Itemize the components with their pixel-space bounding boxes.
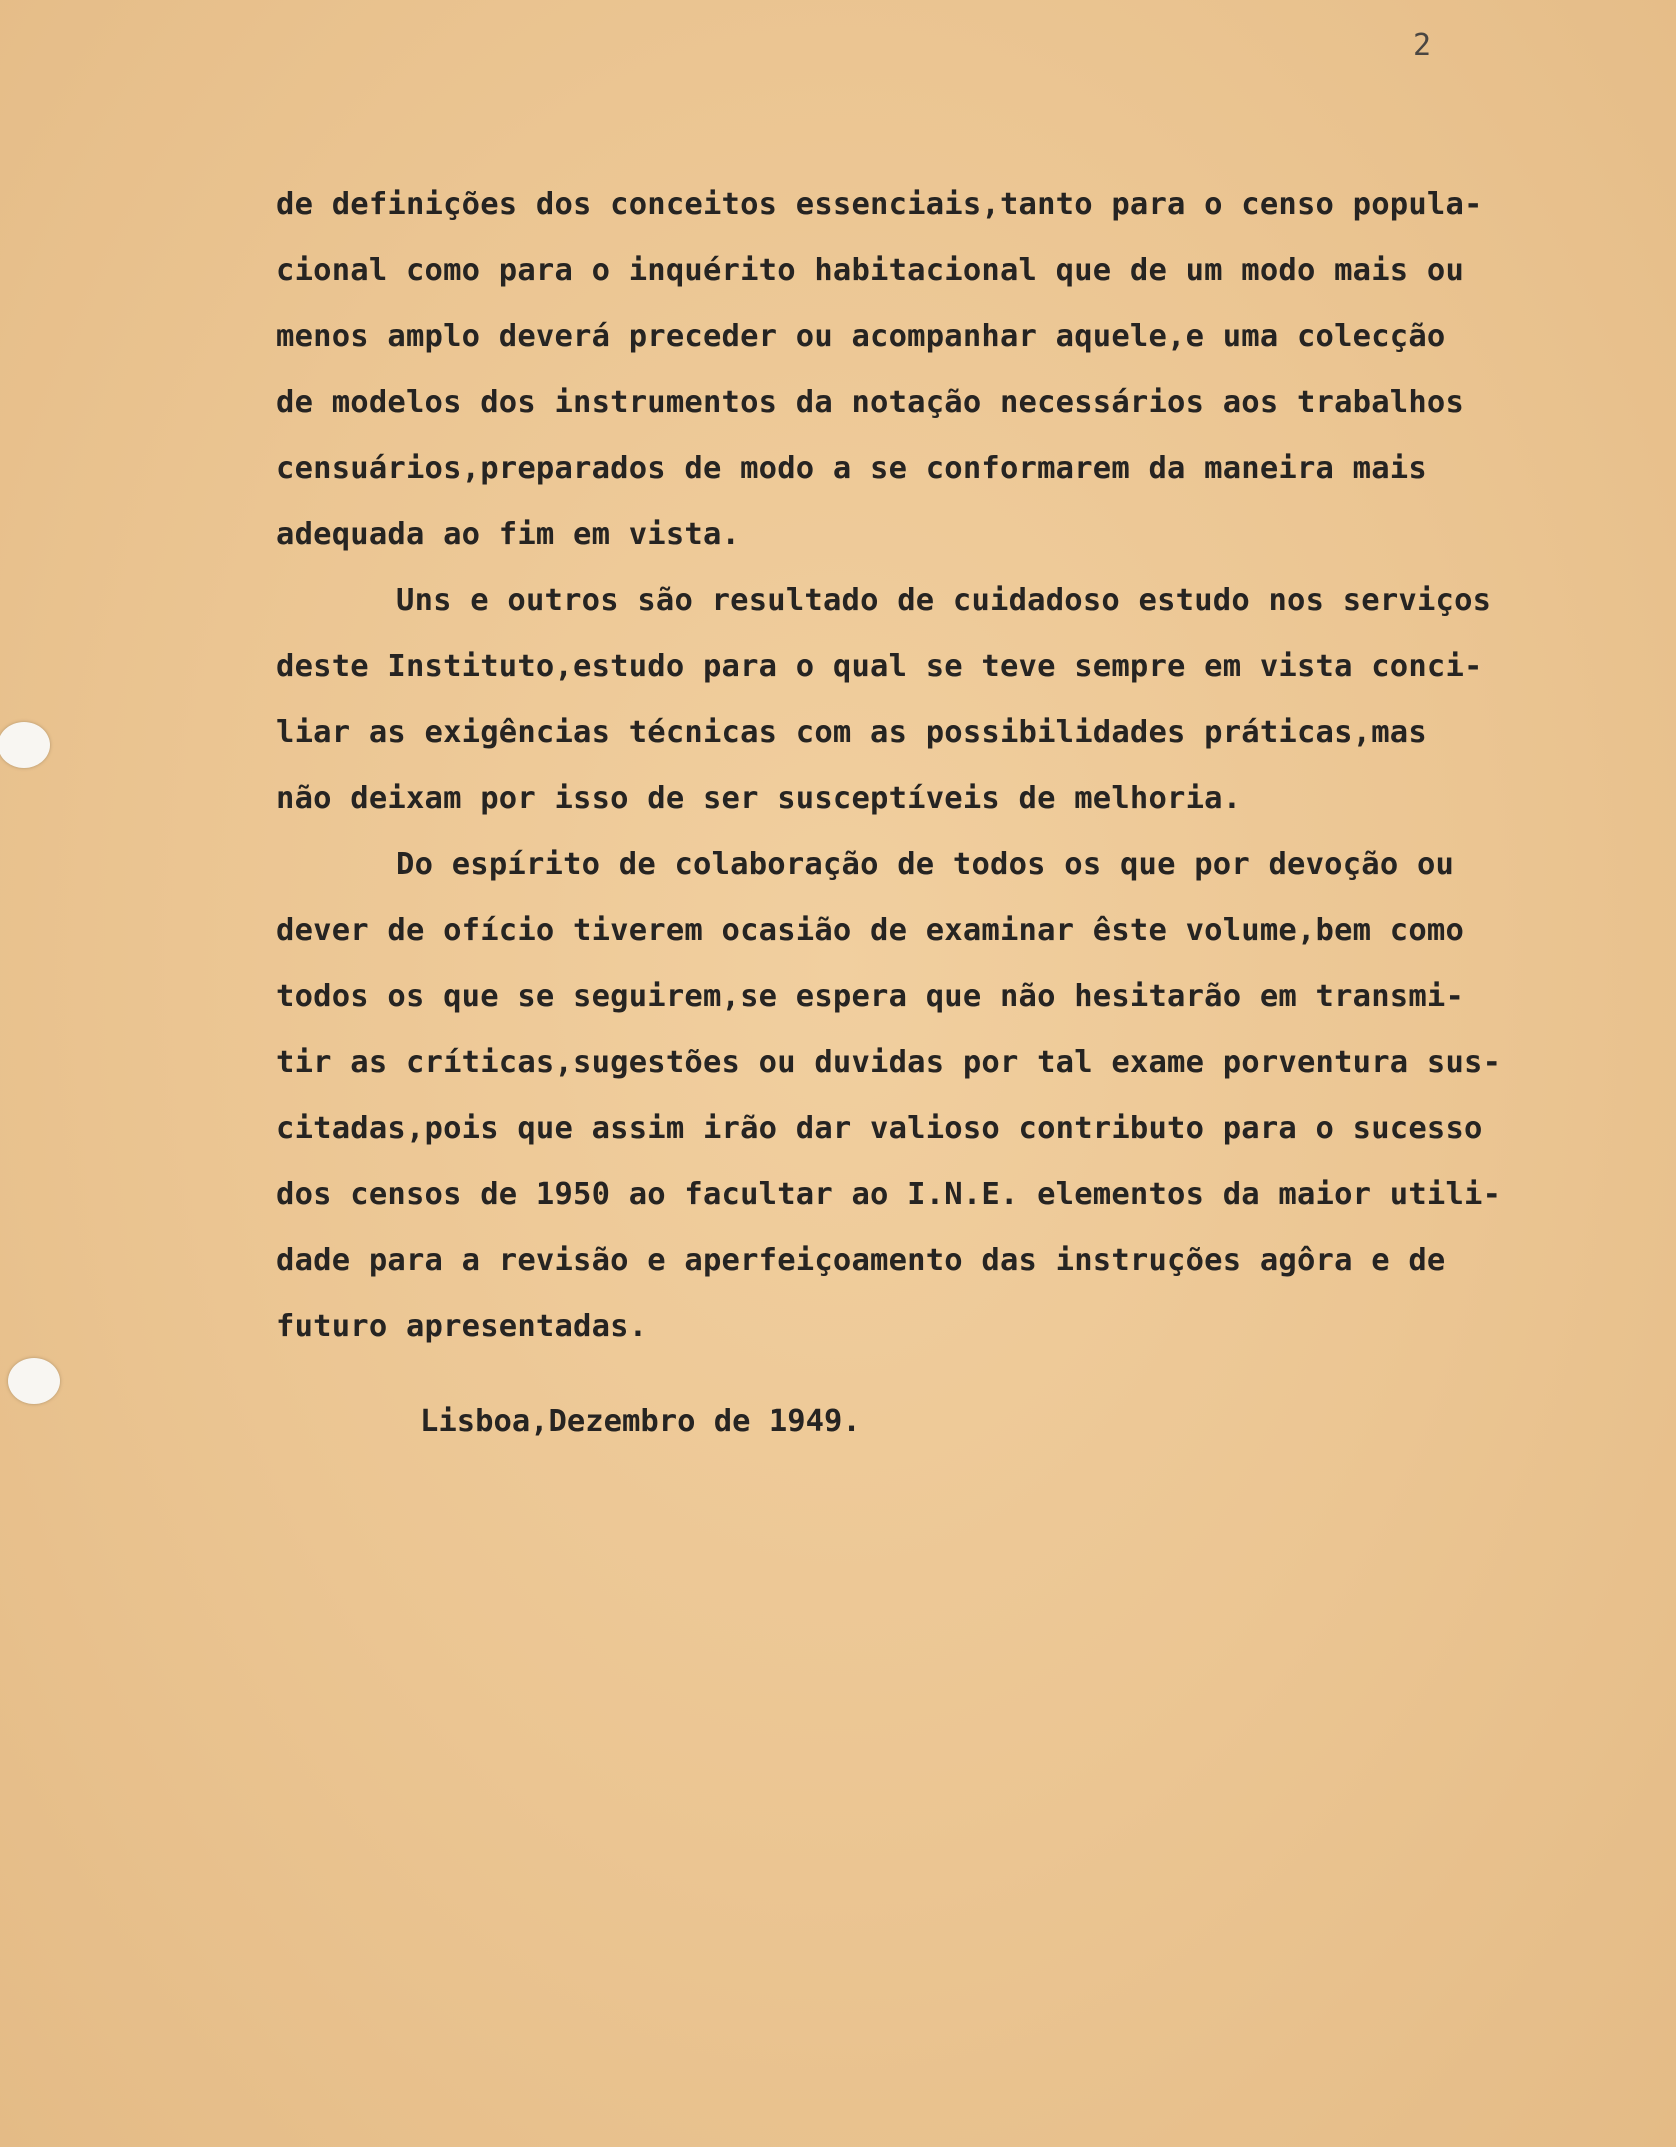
place-and-date: Lisboa,Dezembro de 1949. (420, 1404, 861, 1439)
text-line: dade para a revisão e aperfeiçoamento das instruções agôra e de (276, 1243, 1446, 1278)
text-line: dos censos de 1950 ao facultar ao I.N.E. elementos da maior utili- (276, 1177, 1502, 1212)
text-line: adequada ao fim em vista. (276, 517, 741, 552)
text-line: censuários,preparados de modo a se conformarem da maneira mais (276, 451, 1427, 486)
text-line: todos os que se seguirem,se espera que não hesitarão em transmi- (276, 979, 1465, 1014)
text-line: cional como para o inquérito habitacional que de um modo mais ou (276, 253, 1465, 288)
text-line: de modelos dos instrumentos da notação necessários aos trabalhos (276, 385, 1465, 420)
text-line: deste Instituto,estudo para o qual se teve sempre em vista conci- (276, 649, 1483, 684)
text-line: tir as críticas,sugestões ou duvidas por tal exame porventura sus- (276, 1045, 1502, 1080)
punch-hole (0, 722, 50, 768)
text-line: Do espírito de colaboração de todos os que por devoção ou (396, 847, 1455, 882)
text-line: liar as exigências técnicas com as possibilidades práticas,mas (276, 715, 1427, 750)
punch-hole (8, 1358, 60, 1404)
text-line: de definições dos conceitos essenciais,tanto para o censo popula- (276, 187, 1483, 222)
text-line: menos amplo deverá preceder ou acompanhar aquele,e uma colecção (276, 319, 1446, 354)
body-text (276, 172, 1596, 1360)
text-line: dever de ofício tiverem ocasião de examinar êste volume,bem como (276, 913, 1465, 948)
text-line: não deixam por isso de ser susceptíveis de melhoria. (276, 781, 1242, 816)
text-line: Uns e outros são resultado de cuidadoso estudo nos serviços (396, 583, 1492, 618)
page-number: 2 (1413, 28, 1432, 63)
text-line: futuro apresentadas. (276, 1309, 648, 1344)
text-line: citadas,pois que assim irão dar valioso contributo para o sucesso (276, 1111, 1483, 1146)
